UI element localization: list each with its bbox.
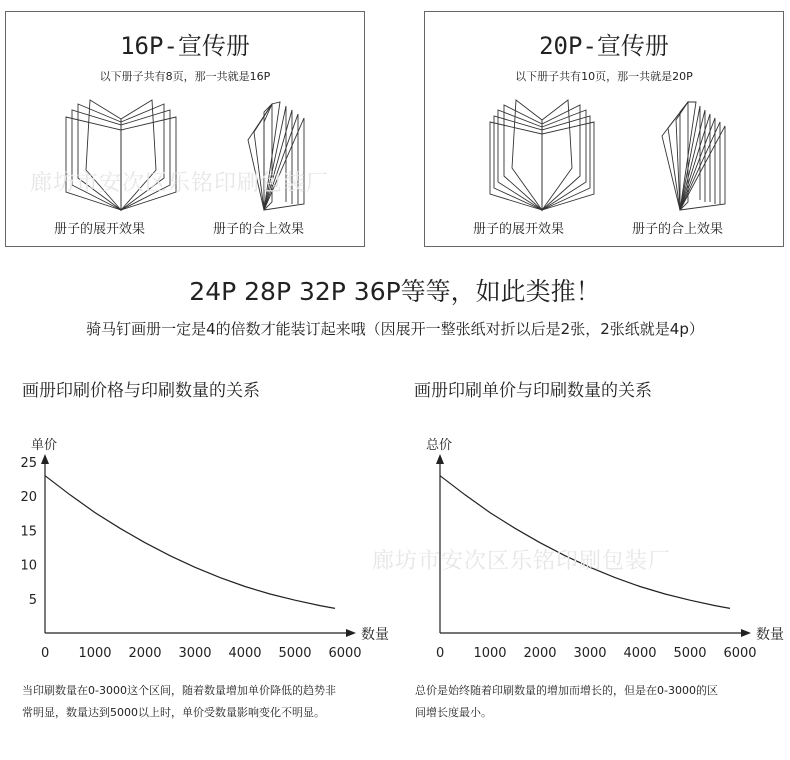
series-line	[45, 476, 335, 609]
booklet-subtitle: 以下册子共有10页，那一共就是20P	[515, 70, 693, 83]
y-tick-label: 15	[20, 524, 37, 540]
watermark-text: 廊坊市安次区乐铭印刷包装厂	[30, 171, 330, 196]
open-booklet-illustration	[56, 92, 186, 217]
x-tick-label: 2000	[523, 646, 557, 660]
section-title-right: 画册印刷单价与印刷数量的关系	[414, 381, 652, 401]
x-tick-label: 3000	[573, 646, 607, 660]
booklet-title: 20P-宣传册	[539, 32, 669, 60]
y-tick-label: 5	[28, 592, 37, 608]
x-axis-label: 数量	[756, 627, 784, 643]
x-tick-label: 6000	[723, 646, 757, 660]
y-tick-label: 20	[20, 490, 37, 506]
x-tick-label: 6000	[328, 646, 362, 660]
note-line: 间增长度最小。	[415, 706, 492, 719]
x-tick-label: 0	[436, 646, 445, 660]
x-tick-label: 5000	[673, 646, 707, 660]
x-tick-label: 4000	[623, 646, 657, 660]
page-headline: 24P 28P 32P 36P等等，如此类推！	[189, 277, 601, 306]
open-booklet-illustration	[480, 92, 610, 217]
closed-booklet-illustration	[234, 92, 324, 217]
y-axis-arrow	[436, 454, 444, 464]
note-line: 当印刷数量在0-3000这个区间，随着数量增加单价降低的趋势非	[22, 684, 336, 697]
x-tick-label: 1000	[78, 646, 112, 660]
closed-caption: 册子的合上效果	[213, 222, 305, 237]
note-line: 常明显，数量达到5000以上时，单价受数量影响变化不明显。	[22, 706, 325, 719]
x-tick-label: 2000	[128, 646, 162, 660]
y-tick-label: 10	[20, 558, 37, 574]
watermark-text: 廊坊市安次区乐铭印刷包装厂	[372, 549, 672, 574]
y-axis-arrow	[41, 454, 49, 464]
page-subline: 骑马钉画册一定是4的倍数才能装订起来哦（因展开一整张纸对折以后是2张，2张纸就是4p）	[86, 320, 704, 338]
x-axis-label: 数量	[361, 627, 389, 643]
open-caption: 册子的展开效果	[54, 222, 146, 237]
x-axis-arrow	[346, 629, 356, 637]
booklet-title: 16P-宣传册	[120, 32, 250, 60]
closed-caption: 册子的合上效果	[632, 222, 724, 237]
x-axis-arrow	[741, 629, 751, 637]
note-line: 总价是始终随着印刷数量的增加而增长的，但是在0-3000的区	[415, 684, 718, 697]
booklet-box-16p	[5, 11, 365, 247]
booklet-box-20p	[424, 11, 784, 247]
series-line	[440, 476, 730, 609]
open-caption: 册子的展开效果	[473, 222, 565, 237]
x-tick-label: 1000	[473, 646, 507, 660]
chart-left	[0, 430, 395, 660]
closed-booklet-illustration	[650, 92, 745, 217]
x-tick-label: 4000	[228, 646, 262, 660]
booklet-subtitle: 以下册子共有8页，那一共就是16P	[99, 70, 271, 83]
section-note-left	[22, 680, 336, 724]
y-tick-label: 25	[20, 456, 37, 471]
x-tick-label: 5000	[278, 646, 312, 660]
x-tick-label: 3000	[178, 646, 212, 660]
y-axis-label: 单价	[31, 438, 58, 453]
section-note-right	[415, 680, 718, 724]
section-title-left: 画册印刷价格与印刷数量的关系	[22, 381, 260, 401]
x-tick-label: 0	[41, 646, 50, 660]
y-axis-label: 总价	[426, 438, 453, 453]
